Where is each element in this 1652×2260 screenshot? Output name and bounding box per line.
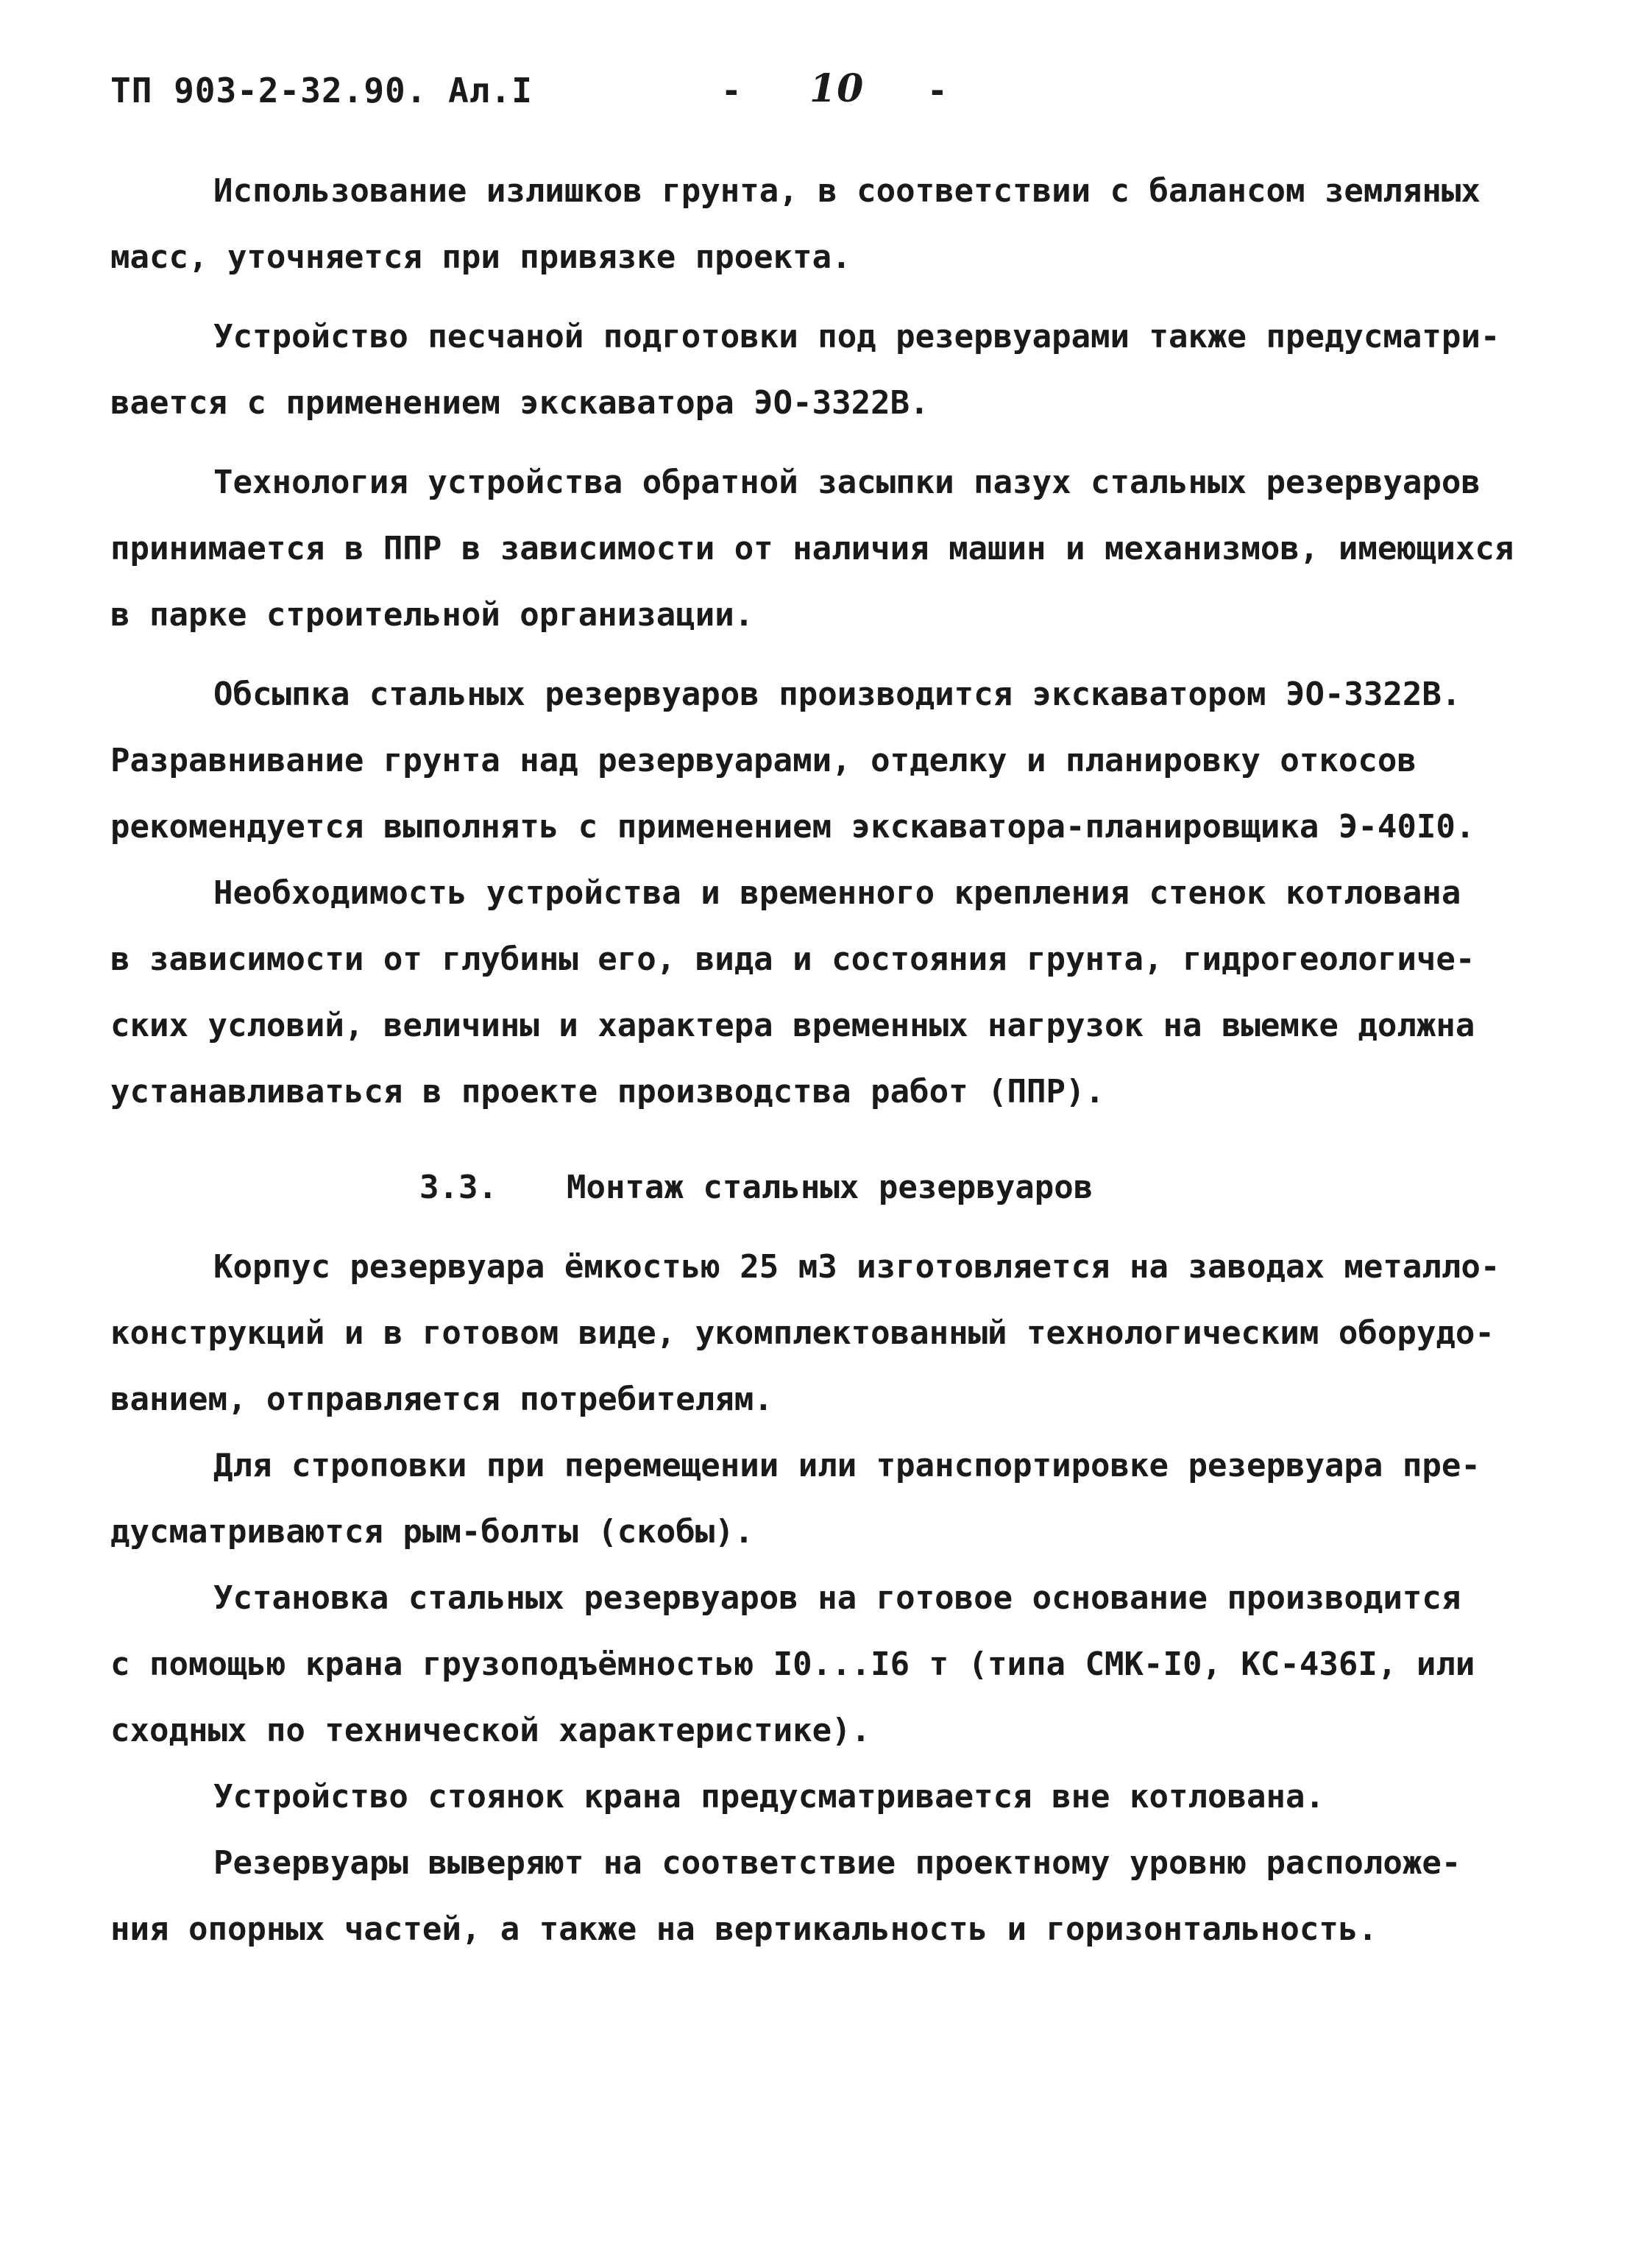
header-dash-right: - — [927, 71, 949, 110]
text-line: с помощью крана грузоподъёмностью I0...I6 т (типа СМК-I0, КС-436I, или — [110, 1646, 1475, 1683]
text-line: вается с применением экскаватора ЭО-3322В. — [110, 384, 929, 422]
paragraph-installation — [110, 1565, 1575, 1764]
text-line: масс, уточняется при привязке проекта. — [110, 238, 851, 276]
text-line: Устройство песчаной подготовки под резервуарами также предусматри- — [213, 318, 1500, 355]
text-line: Использование излишков грунта, в соответствии с балансом земляных — [213, 172, 1481, 210]
document-code: ТП 903-2-32.90. Ал.I — [110, 71, 533, 110]
text-line: Необходимость устройства и временного крепления стенок котлована — [213, 874, 1461, 912]
section-heading — [110, 1155, 1575, 1221]
paragraph-crane-parking — [110, 1764, 1575, 1830]
section-title: Монтаж стальных резервуаров — [567, 1169, 1093, 1206]
text-line: конструкций и в готовом виде, укомплектованный технологическим оборудо- — [110, 1314, 1495, 1352]
header-dash-left: - — [721, 71, 742, 110]
text-line: рекомендуется выполнять с применением экскаватора-планировщика Э-40I0. — [110, 808, 1475, 846]
text-line: Обсыпка стальных резервуаров производится экскаватором ЭО-3322В. — [213, 676, 1461, 713]
page-header — [110, 66, 1509, 130]
paragraph-backfill-technology — [110, 450, 1575, 648]
text-line: ских условий, величины и характера временных нагрузок на выемке должна — [110, 1007, 1475, 1044]
text-line: Корпус резервуара ёмкостью 25 м3 изготовляется на заводах металло- — [213, 1248, 1500, 1286]
text-line: дусматриваются рым-болты (скобы). — [110, 1513, 754, 1551]
paragraph-tank-backfill — [110, 662, 1575, 860]
paragraph-slinging — [110, 1433, 1575, 1565]
text-line: Резервуары выверяют на соответствие проектному уровню расположе- — [213, 1844, 1461, 1882]
text-line: в парке строительной организации. — [110, 596, 754, 634]
paragraph-soil-surplus — [110, 158, 1575, 291]
text-line: ванием, отправляется потребителям. — [110, 1381, 773, 1418]
text-line: ния опорных частей, а также на вертикальность и горизонтальность. — [110, 1910, 1378, 1948]
text-line: Для строповки при перемещении или транспортировке резервуара пре- — [213, 1447, 1481, 1484]
text-line: устанавливаться в проекте производства работ (ППР). — [110, 1073, 1105, 1110]
text-line: Разравнивание грунта над резервуарами, отделку и планировку откосов — [110, 742, 1417, 779]
paragraph-alignment — [110, 1830, 1575, 1963]
text-line: в зависимости от глубины его, вида и состояния грунта, гидрогеологиче- — [110, 941, 1475, 978]
text-line: сходных по технической характеристике). — [110, 1712, 871, 1749]
text-line: Устройство стоянок крана предусматривается вне котлована. — [213, 1778, 1325, 1816]
text-line: принимается в ППР в зависимости от наличия машин и механизмов, имеющихся — [110, 530, 1514, 567]
text-line: Технология устройства обратной засыпки пазух стальных резервуаров — [213, 464, 1481, 501]
section-number: 3.3. — [419, 1169, 497, 1206]
page-number: 10 — [809, 66, 865, 111]
paragraph-sand-preparation — [110, 304, 1575, 436]
paragraph-tank-body — [110, 1234, 1575, 1433]
document-body — [110, 158, 1575, 1963]
text-line: Установка стальных резервуаров на готовое основание производится — [213, 1579, 1461, 1617]
paragraph-pit-wall-support — [110, 860, 1575, 1125]
